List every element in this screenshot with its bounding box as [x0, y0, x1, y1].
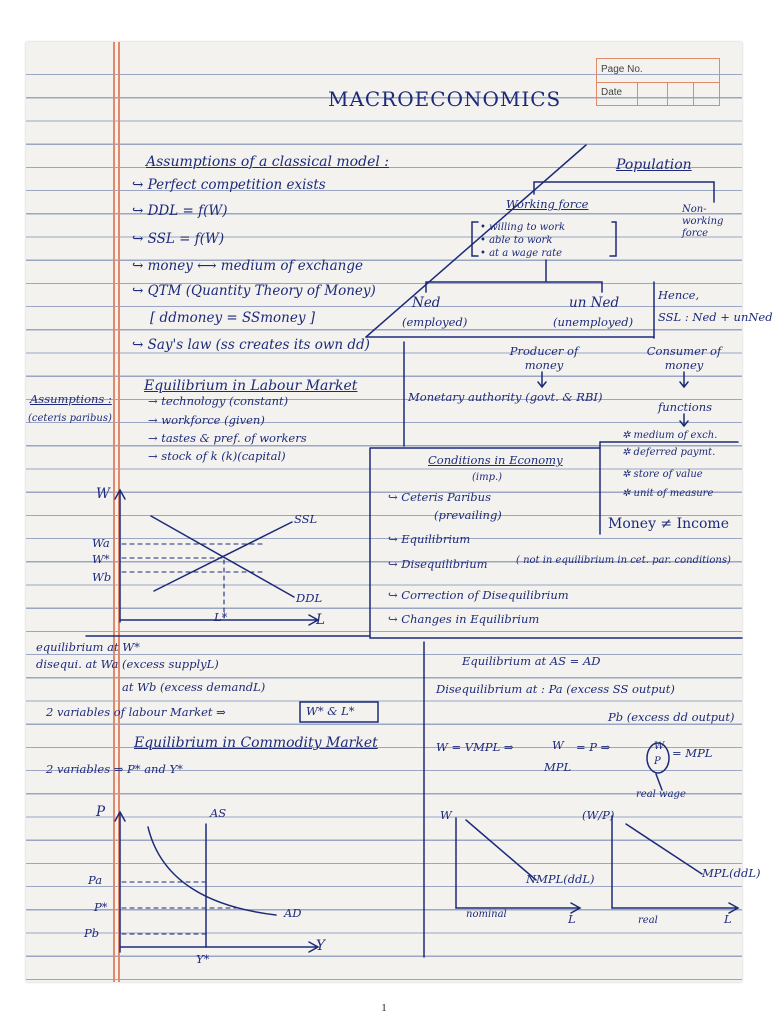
page-title: MACROECONOMICS [328, 87, 562, 111]
page-date-box [596, 58, 720, 106]
date-row [597, 82, 719, 105]
commodity-variables: 2 variables ⇒ P* and Y* [46, 762, 183, 776]
formula-p: = P ⇒ [576, 740, 611, 754]
real-y-label: (W/P) [582, 808, 615, 822]
real-wage-note: real wage [636, 789, 686, 800]
unned-note: (unemployed) [553, 315, 634, 329]
criteria-item: • willing to work [480, 222, 566, 233]
wa-label: Wa [92, 536, 110, 550]
real-caption: real [638, 915, 658, 926]
hence-equation: SSL : Ned + unNed [658, 310, 773, 324]
dd-curve [151, 516, 294, 597]
labour-y-label: W [96, 486, 110, 502]
condition-item: ↪ Ceteris Paribus [388, 490, 491, 504]
page-no-label: Page No. [601, 64, 643, 75]
pa-label: Pa [88, 873, 103, 887]
ned-label: Ned [412, 295, 441, 311]
assumption-item: ↪ money ⟷ medium of exchange [132, 258, 363, 274]
commodity-x-label: Y [316, 938, 325, 954]
working-force: Working force [506, 197, 589, 211]
diseq-b-note: at Wb (excess demandL) [122, 680, 266, 694]
wstar-label: W* [92, 552, 110, 566]
assumption-item: ↪ SSL = f(W) [132, 231, 225, 247]
notebook-page [26, 42, 773, 982]
consumer-of-money: Consumer of money [646, 344, 722, 373]
functions-label: functions [658, 400, 713, 414]
ystar-label: Y* [196, 952, 210, 966]
labour-assumptions-label: Assumptions : [30, 392, 112, 406]
hence-label: Hence, [658, 288, 700, 302]
variables-box: W* & L* [306, 704, 355, 718]
non-working-force: Non-working force [682, 204, 724, 239]
mpl-label: MPL(ddL) [702, 866, 761, 880]
monetary-authority: Monetary authority (govt. & RBI) [408, 390, 603, 404]
labour-assumption: → technology (constant) [148, 394, 289, 408]
mpl-curve [626, 824, 702, 874]
ss-curve [154, 522, 292, 591]
nominal-x-label: L [568, 912, 576, 926]
diseq-pa: Disequilibrium at : Pa (excess SS output) [436, 682, 675, 696]
ned-note: (employed) [402, 315, 468, 329]
ad-label: AD [284, 906, 302, 920]
eq-at-as-ad: Equilibrium at AS = AD [462, 654, 601, 668]
commodity-y-label: P [96, 804, 106, 820]
pb-label: Pb [84, 926, 100, 940]
money-income-inequality: Money ≠ Income [608, 516, 729, 532]
pstar-label: P* [94, 900, 108, 914]
criteria-item: • at a wage rate [480, 248, 563, 259]
population-divider [366, 145, 589, 337]
assumption-item: ↪ DDL = f(W) [132, 203, 228, 219]
function-item: ✲ store of value [622, 469, 703, 480]
conditions-sub: (imp.) [472, 472, 503, 483]
diseq-a-note: disequi. at Wa (excess supplyL) [36, 657, 219, 671]
condition-item: ↪ Changes in Equilibrium [388, 612, 540, 626]
condition-item: ↪ Equilibrium [388, 532, 471, 546]
producer-of-money: Producer of money [509, 344, 579, 373]
labour-assumption: → tastes & pref. of workers [148, 431, 307, 445]
margin-line-right [118, 42, 120, 982]
condition-item: ( not in equilibrium in cet. par. conditions) [516, 555, 731, 566]
unned-label: un Ned [569, 295, 620, 311]
formula-ratio-w: W [654, 741, 665, 752]
conditions-heading: Conditions in Economy [428, 453, 563, 467]
labour-x-label: L [316, 612, 325, 628]
wb-label: Wb [92, 570, 112, 584]
assumption-item: ↪ QTM (Quantity Theory of Money) [132, 283, 376, 299]
assumption-item: [ ddmoney = SSmoney ] [150, 310, 316, 326]
formula-left: W = VMPL ⇒ [436, 740, 514, 754]
condition-item: ↪ Correction of Disequilibrium [388, 588, 569, 602]
page-number: 1 [381, 1002, 387, 1014]
formula-ratio-p: P [654, 756, 661, 767]
equilibrium-note: equilibrium at W* [36, 640, 140, 654]
population-title: Population [616, 157, 692, 173]
condition-item: (prevailing) [434, 508, 502, 522]
criteria-bracket-right [610, 222, 616, 256]
nominal-y-label: W [440, 808, 452, 822]
criteria-item: • able to work [480, 235, 553, 246]
dd-curve-label: DDL [296, 591, 323, 605]
commodity-y-axis [115, 812, 125, 952]
commodity-heading: Equilibrium in Commodity Market [134, 735, 378, 751]
ceteris-paribus: (ceteris paribus) [28, 413, 112, 424]
formula-w: W [552, 738, 564, 752]
variables-note: 2 variables of labour Market ⇒ [46, 705, 226, 719]
ad-curve [148, 827, 276, 915]
diseq-pb: Pb (excess dd output) [608, 710, 735, 724]
real-x-axis [612, 903, 738, 913]
nmpl-label: NMPL(ddL) [526, 872, 595, 886]
labour-y-axis [115, 490, 125, 622]
condition-item: ↪ Disequilibrium [388, 557, 488, 571]
assumption-item: ↪ Say's law (ss creates its own dd) [132, 337, 370, 353]
function-item: ✲ deferred paymt. [622, 447, 716, 458]
criteria-bracket-left [472, 222, 478, 256]
assumptions-heading: Assumptions of a classical model : [146, 154, 389, 170]
assumption-item: ↪ Perfect competition exists [132, 177, 326, 193]
function-item: ✲ medium of exch. [622, 430, 718, 441]
margin-line-left [113, 42, 115, 982]
date-label: Date [601, 87, 623, 98]
ss-curve-label: SSL [294, 512, 318, 526]
labour-assumption: → workforce (given) [148, 413, 265, 427]
formula-mpl: MPL [544, 760, 572, 774]
as-label: AS [210, 806, 227, 820]
commodity-x-axis [120, 942, 318, 952]
working-split [426, 260, 602, 292]
lstar-label: L* [214, 610, 228, 624]
page-no-row [597, 59, 719, 83]
labour-assumption: → stock of k (k)(capital) [148, 449, 286, 463]
formula-right: = MPL [672, 746, 713, 760]
nmpl-curve [466, 820, 536, 880]
function-item: ✲ unit of measure [622, 488, 714, 499]
real-x-label: L [724, 912, 732, 926]
nominal-caption: nominal [466, 909, 507, 920]
labour-heading: Equilibrium in Labour Market [144, 378, 358, 394]
